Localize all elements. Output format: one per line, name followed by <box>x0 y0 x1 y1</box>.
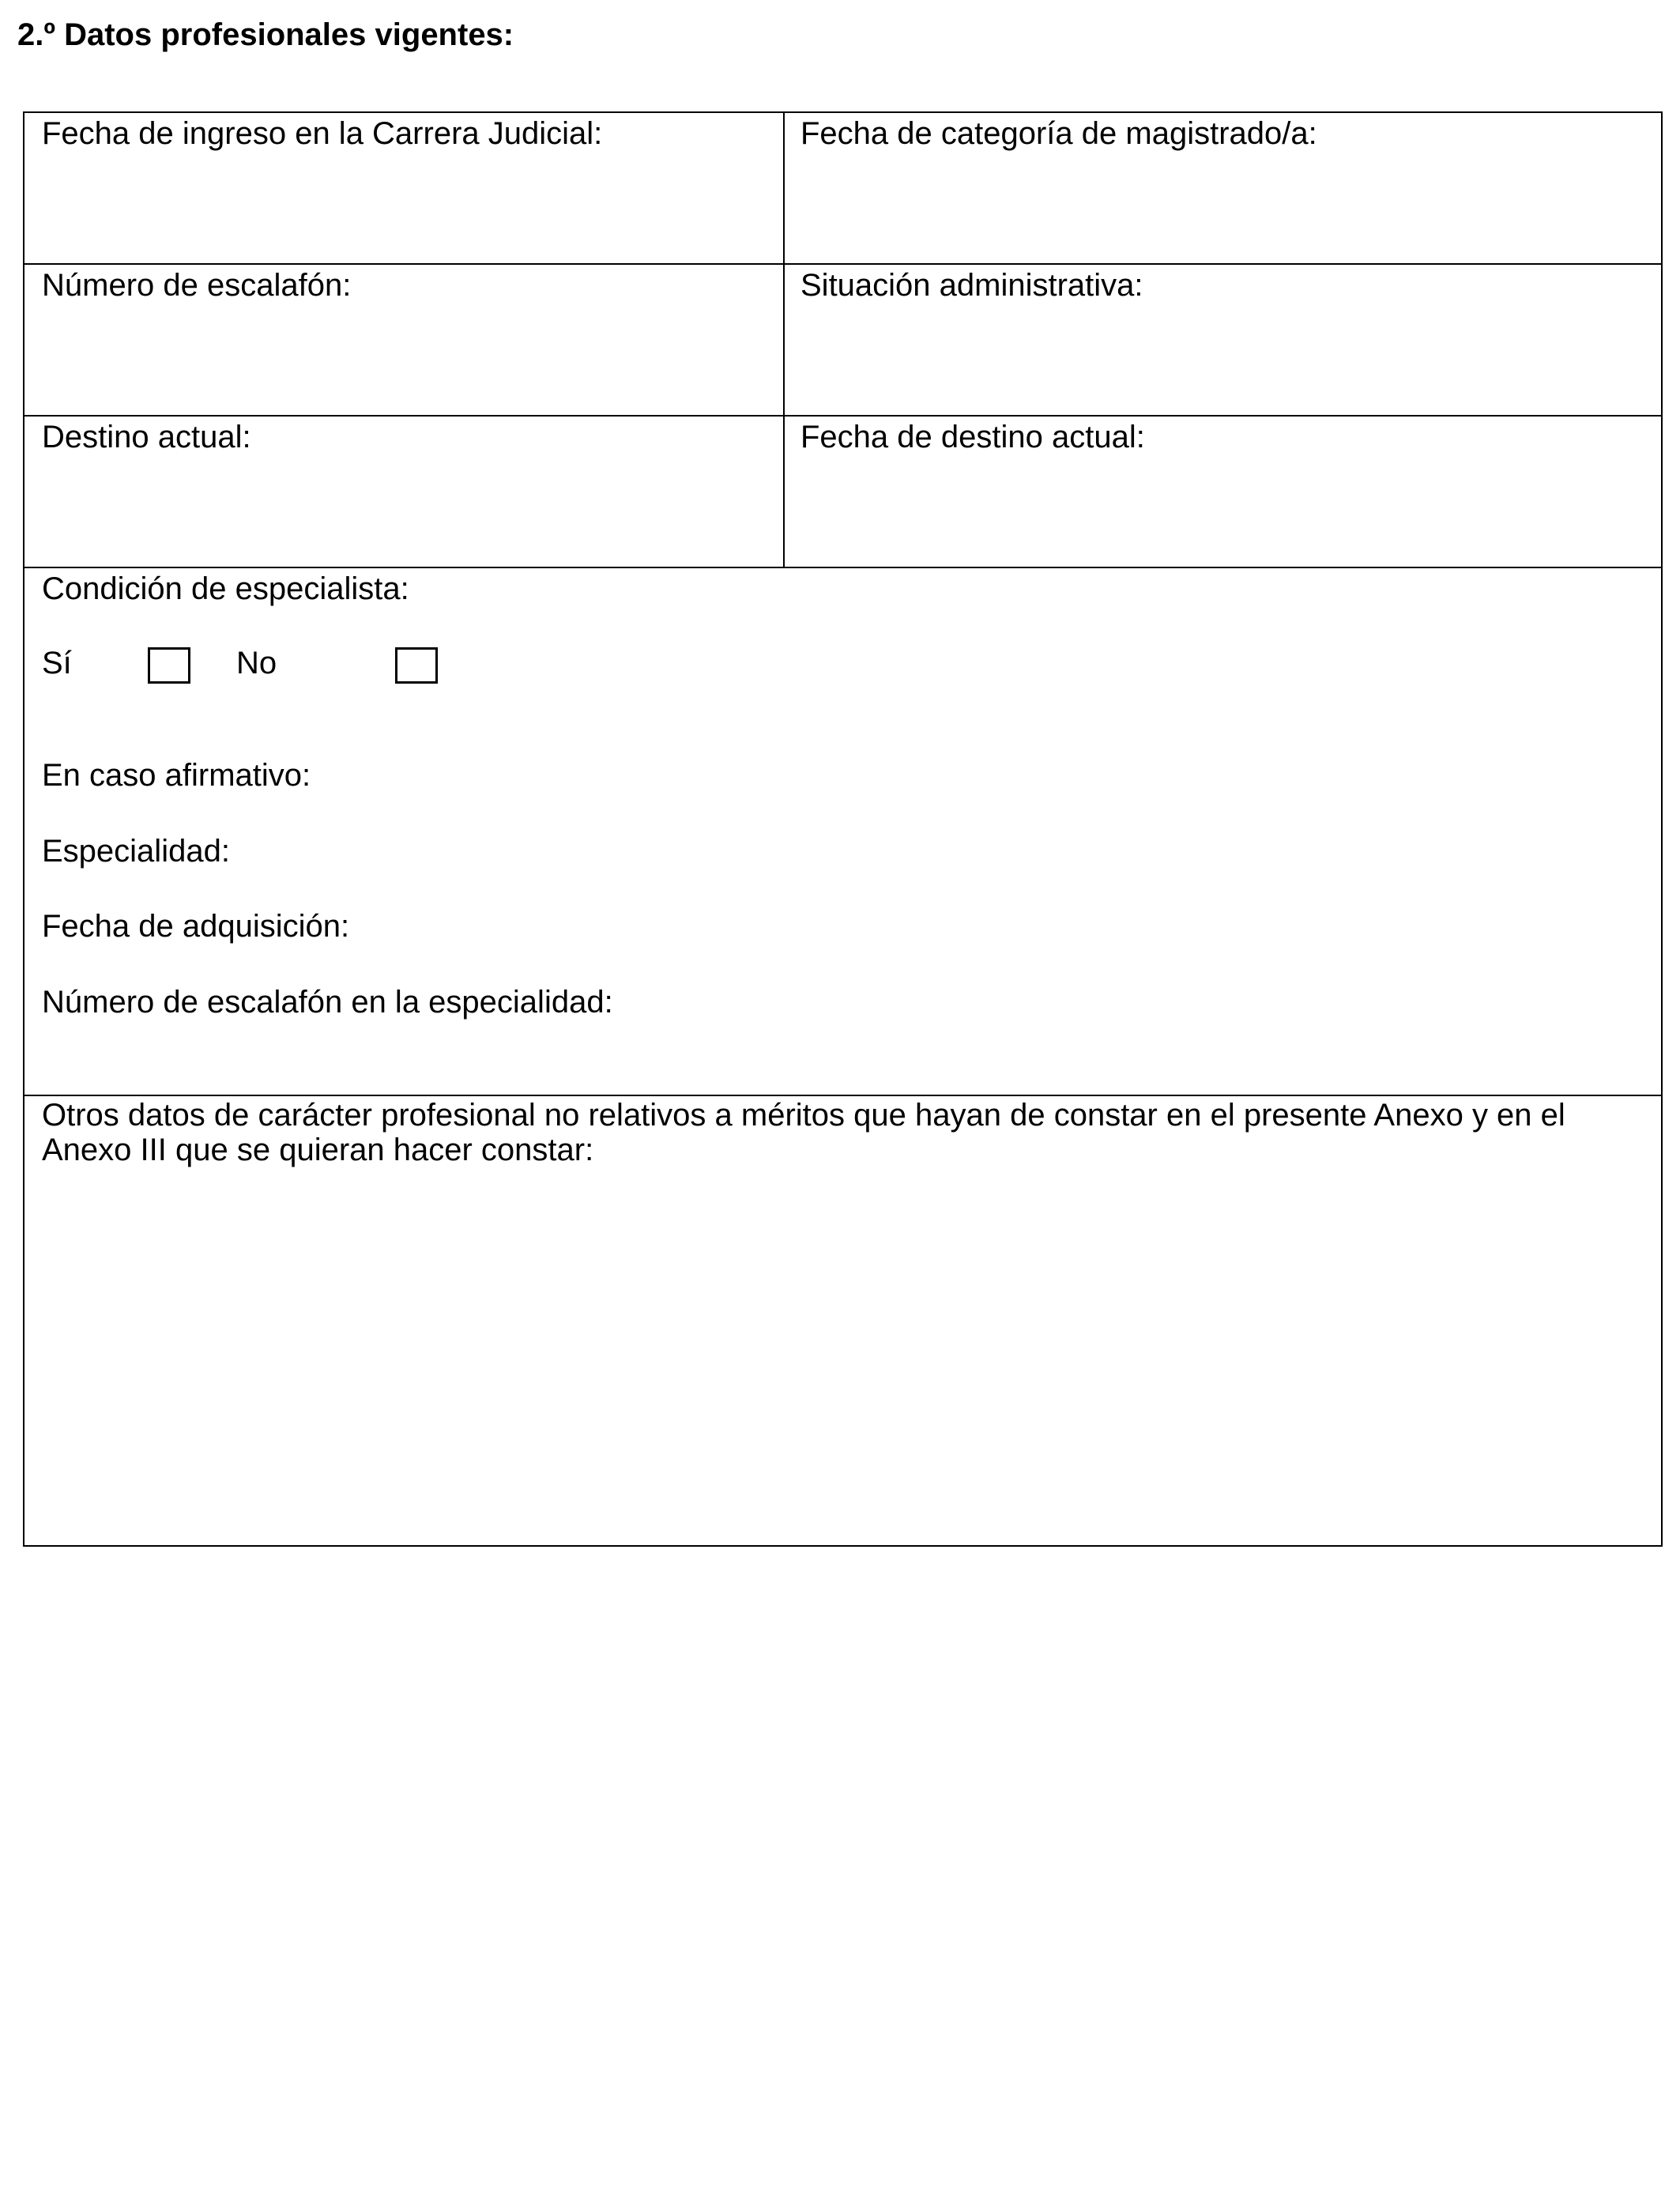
fecha-adquisicion-label: Fecha de adquisición: <box>42 909 350 944</box>
numero-escalafon-especialidad-label: Número de escalafón en la especialidad: <box>42 985 613 1020</box>
fecha-ingreso-label: Fecha de ingreso en la Carrera Judicial: <box>42 116 603 151</box>
no-label: No <box>236 646 277 680</box>
section-title: 2.º Datos profesionales vigentes: <box>17 17 514 52</box>
row-divider <box>24 1095 1661 1096</box>
professional-data-form <box>23 111 1663 1547</box>
especialidad-label: Especialidad: <box>42 834 230 869</box>
situacion-administrativa-label: Situación administrativa: <box>800 268 1143 303</box>
no-checkbox[interactable] <box>395 647 438 684</box>
destino-actual-label: Destino actual: <box>42 420 251 454</box>
condicion-especialista-label: Condición de especialista: <box>42 571 409 606</box>
row-divider <box>24 567 1661 568</box>
en-caso-afirmativo-label: En caso afirmativo: <box>42 758 311 793</box>
row-divider <box>24 415 1661 417</box>
si-label: Sí <box>42 646 72 680</box>
fecha-categoria-label: Fecha de categoría de magistrado/a: <box>800 116 1317 151</box>
fecha-destino-actual-label: Fecha de destino actual: <box>800 420 1145 454</box>
numero-escalafon-label: Número de escalafón: <box>42 268 352 303</box>
otros-datos-label: Otros datos de carácter profesional no relativos a méritos que hayan de constar en el presente Anexo y en el Anexo III que se quieran hacer constar: <box>42 1098 1565 1167</box>
si-checkbox[interactable] <box>148 647 190 684</box>
row-divider <box>24 263 1661 265</box>
column-divider <box>783 113 785 568</box>
